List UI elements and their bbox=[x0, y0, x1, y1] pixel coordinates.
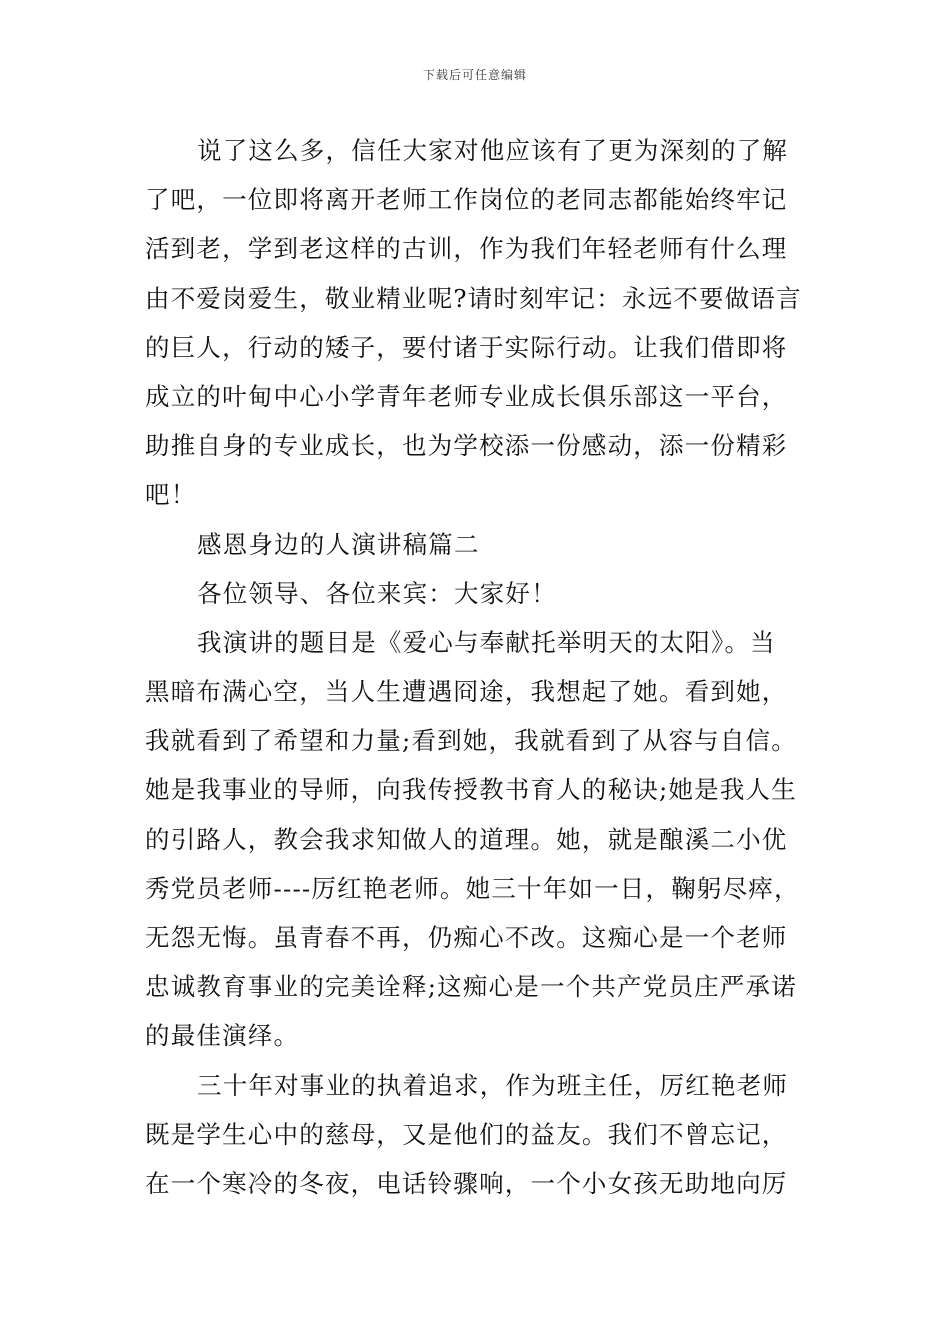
text-line: 的引路人，教会我求知做人的道理。她，就是酿溪二小优 bbox=[145, 824, 788, 854]
text-line: 秀党员老师----厉红艳老师。她三十年如一日，鞠躬尽瘁， bbox=[145, 873, 800, 903]
text-line: 由不爱岗爱生，敬业精业呢?请时刻牢记：永远不要做语言 bbox=[145, 283, 802, 313]
header-note: 下载后可任意编辑 bbox=[422, 68, 527, 82]
text-line: 助推自身的专业成长，也为学校添一份感动，添一份精彩 bbox=[145, 431, 788, 461]
document-body bbox=[145, 126, 811, 1208]
text-line: 的巨人，行动的矮子，要付诸于实际行动。让我们借即将 bbox=[145, 332, 788, 362]
text-line: 忠诚教育事业的完美诠释;这痴心是一个共产党员庄严承诺 bbox=[145, 972, 797, 1002]
salutation: 各位领导、各位来宾：大家好！ bbox=[197, 578, 557, 608]
section-heading: 感恩身边的人演讲稿篇二 bbox=[197, 529, 480, 559]
text-line: 的最佳演绎。 bbox=[145, 1021, 300, 1051]
text-line: 活到老，学到老这样的古训，作为我们年轻老师有什么理 bbox=[145, 234, 788, 264]
text-line: 了吧，一位即将离开老师工作岗位的老同志都能始终牢记 bbox=[145, 185, 788, 215]
text-line: 我就看到了希望和力量;看到她，我就看到了从容与自信。 bbox=[145, 726, 797, 756]
text-line: 我演讲的题目是《爱心与奉献托举明天的太阳》。当 bbox=[197, 627, 776, 657]
text-line: 她是我事业的导师，向我传授教书育人的秘诀;她是我人生 bbox=[145, 775, 797, 805]
text-line: 说了这么多，信任大家对他应该有了更为深刻的了解 bbox=[197, 136, 789, 165]
text-line: 既是学生心中的慈母，又是他们的益友。我们不曾忘记， bbox=[145, 1119, 788, 1149]
text-line: 成立的叶甸中心小学青年老师专业成长俱乐部这一平台， bbox=[145, 381, 788, 411]
text-line: 三十年对事业的执着追求，作为班主任，厉红艳老师 bbox=[197, 1070, 789, 1100]
text-line: 无怨无悔。虽青春不再，仍痴心不改。这痴心是一个老师 bbox=[145, 923, 788, 952]
text-line: 吧！ bbox=[145, 480, 197, 510]
text-line: 黑暗布满心空，当人生遭遇冏途，我想起了她。看到她， bbox=[145, 677, 788, 707]
text-line: 在一个寒冷的冬夜，电话铃骤响，一个小女孩无助地向厉 bbox=[145, 1168, 788, 1198]
